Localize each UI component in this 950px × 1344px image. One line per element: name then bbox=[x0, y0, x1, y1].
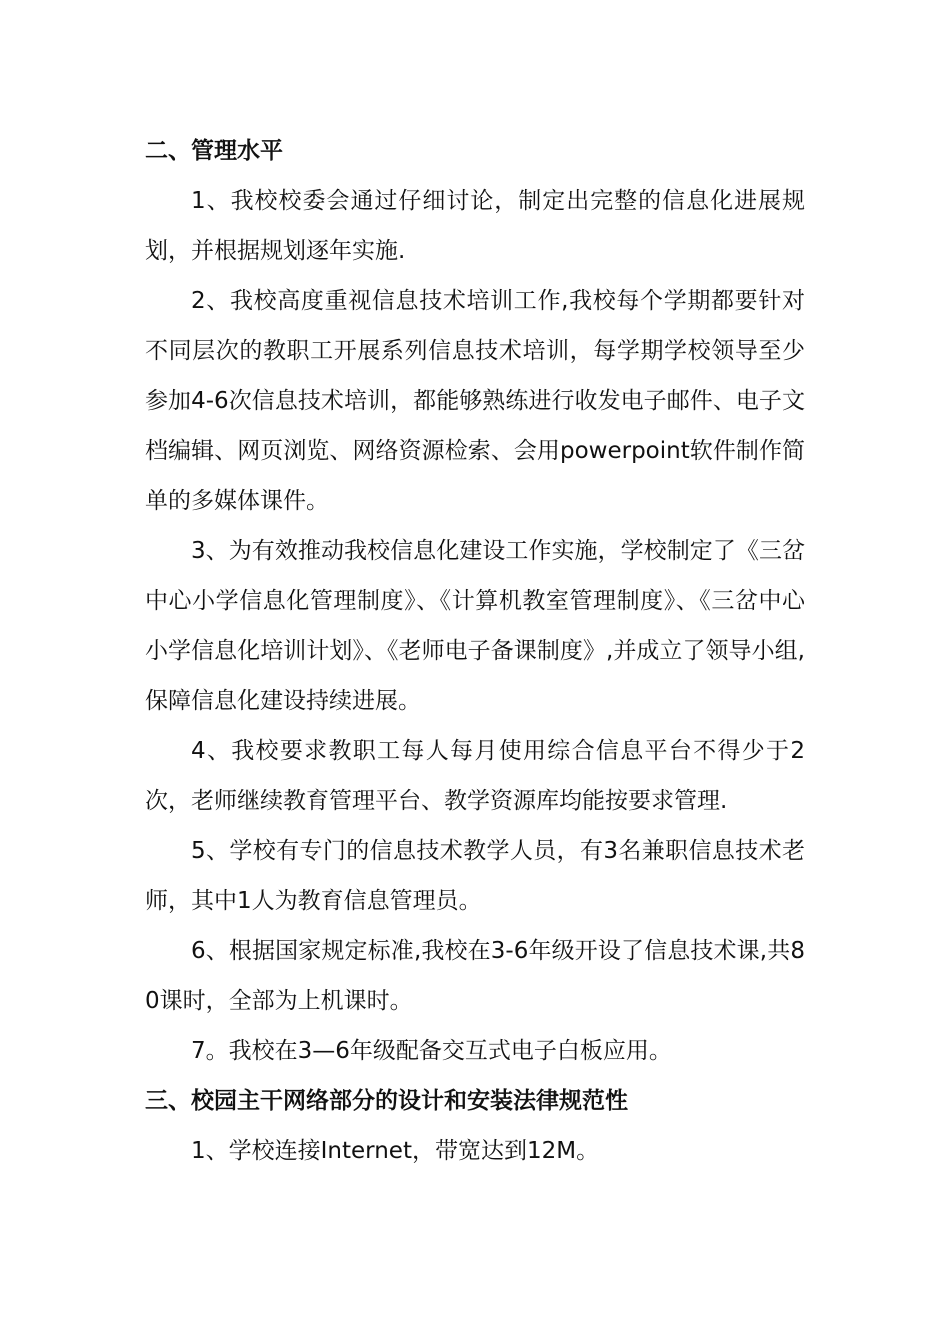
paragraph-management-6: 6、根据国家规定标准,我校在3-6年级开设了信息技术课,共80课时，全部为上机课时。 bbox=[145, 938, 805, 1014]
paragraph-management-2: 2、我校高度重视信息技术培训工作,我校每个学期都要针对不同层次的教职工开展系列信息技术培训，每学期学校领导至少参加4-6次信息技术培训，都能够熟练进行收发电子邮件、电子文档编辑、网页浏览、网络资源检索、会用powerpoint软件制作简单的多媒体课件。 bbox=[145, 288, 805, 514]
paragraph-network-1: 1、学校连接Internet，带宽达到12M。 bbox=[191, 1138, 600, 1164]
section-heading-network: 三、校园主干网络部分的设计和安装法律规范性 bbox=[145, 1088, 628, 1114]
paragraph-management-4: 4、我校要求教职工每人每月使用综合信息平台不得少于2次，老师继续教育管理平台、教学资源库均能按要求管理. bbox=[145, 738, 805, 814]
document-body bbox=[145, 126, 805, 1176]
paragraph-management-7: 7。我校在3—6年级配备交互式电子白板应用。 bbox=[191, 1038, 672, 1064]
paragraph-management-1: 1、我校校委会通过仔细讨论，制定出完整的信息化进展规划，并根据规划逐年实施. bbox=[145, 188, 805, 264]
section-heading-management: 二、管理水平 bbox=[145, 138, 283, 164]
paragraph-management-3: 3、为有效推动我校信息化建设工作实施，学校制定了《三岔中心小学信息化管理制度》、《计算机教室管理制度》、《三岔中心小学信息化培训计划》、《老师电子备课制度》,并成立了领导小组,保障信息化建设持续进展。 bbox=[145, 538, 805, 714]
paragraph-management-5: 5、学校有专门的信息技术教学人员，有3名兼职信息技术老师，其中1人为教育信息管理员。 bbox=[145, 838, 805, 914]
